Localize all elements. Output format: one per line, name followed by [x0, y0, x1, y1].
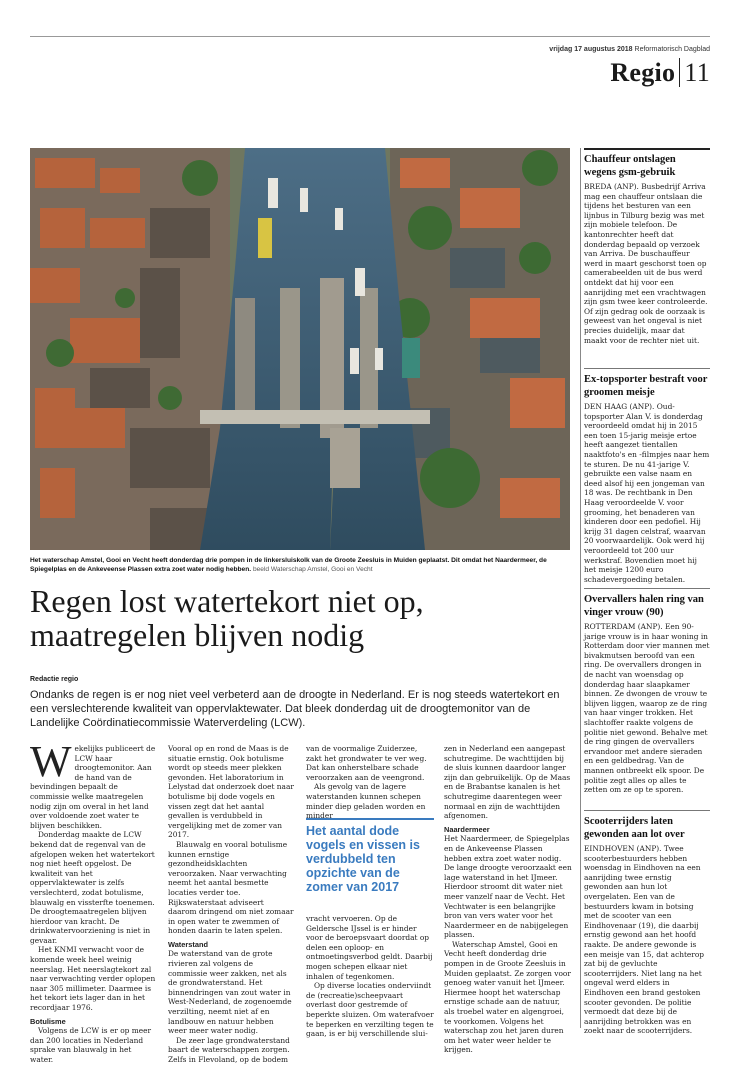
article-column-3-bottom: [306, 914, 434, 1039]
photo-caption: [30, 556, 572, 574]
section-header: [560, 58, 710, 88]
brief-title: Chauffeur ontslagen wegens gsm-gebruik: [584, 154, 676, 178]
publication-name: Reformatorisch Dagblad: [634, 46, 710, 53]
pull-quote: Het aantal dode vogels en vissen is verdubbeld ten opzichte van de zomer van 2017: [306, 818, 434, 894]
article-column-1: [30, 737, 156, 1065]
masthead-date: [440, 46, 710, 53]
drop-cap: W: [30, 737, 72, 786]
news-brief-3: [584, 594, 710, 795]
paragraph: vracht vervoeren. Op de Geldersche IJssel is er hinder voor de beroepsvaart doordat op delen een oploop- en ontmoetingsverbod geldt. Daarbij mogen schepen elkaar niet inhalen of tegenkomen.: [306, 914, 433, 981]
brief-body: DEN HAAG (ANP). Oud-topsporter Alan V. is donderdag veroordeeld omdat hij in 2015 een toen 15-jarig meisje ertoe heeft aangezet tientallen naaktfoto's en -filmpjes naar hem te sturen. De nu 41-jarige V. gebruikte een valse naam en deed alsof hij een jongeman van 18 was. De rechtbank in Den Haag veroordeelde V. voor grooming, het benaderen van kinderen door een pedofiel. Hij krijg 31 dagen celstraf, waarvan 20 voorwaardelijk. Ook werd hij veroordeeld tot 200 uur werkstraf. Bovendien moet hij het meisje 1200 euro schadevergoeding betalen.: [584, 402, 710, 584]
article-column-2: [168, 744, 294, 1065]
brief-title: Ex-topsporter bestraft voor groomen meisje: [584, 374, 708, 398]
brief-title: Scooterrijders laten gewonden aan lot over: [584, 816, 685, 840]
brief-body: EINDHOVEN (ANP). Twee scooterbestuurders hebben woensdag in Eindhoven na een aanrijding twee ernstig gewonden aan hun lot overgelaten. Een van de bestuurders kwam in botsing met de scooter van een Eindhovenaar (19), die daarbij ernstig gewond aan het hoofd raakte. De andere gewonde is een meisje van 15, dat achterop zat bij de gevluchte scooterrijders. Niet lang na het ongeval werd elders in Eindhoven een brand gestoken scooter gevonden. De politie vermoedt dat deze bij de aanrijding betrokken was en zoekt naar de scooterrijders.: [584, 844, 705, 1036]
article-column-4: [444, 744, 572, 1055]
section-name: Regio: [610, 58, 676, 87]
caption-text: Het waterschap Amstel, Gooi en Vecht heeft donderdag drie pompen in de linkersluiskolk van de Groote Zeesluis in Muiden geplaatst. Dit omdat het Naardermeer, de Spiegelplas en de Ankeveense Plassen extra zoet water nodig hebben.: [30, 557, 547, 573]
brief-title: Overvallers halen ring van vinger vrouw (90): [584, 594, 704, 618]
paragraph: zen in Nederland een aangepast schutregime. De wachttijden bij de sluis kunnen daardoor langer zijn dan gebruikelijk. Op de Maas en de Brabantse kanalen is het schutregime daarentegen weer normaal en zijn de wachttijden afgenomen.: [444, 744, 571, 821]
brief-rule: [584, 810, 710, 811]
photo-credit: beeld Waterschap Amstel, Gooi en Vecht: [252, 566, 373, 573]
paragraph: van de voormalige Zuiderzee, zakt het grondwater te ver weg. Dat kan onherstelbare schade veroorzaken aan de veengrond.: [306, 744, 427, 782]
news-brief-4: [584, 816, 710, 1036]
paragraph: De waterstand van de grote rivieren zal volgens de commissie weer zakken, net als de grondwaterstand. Het binnendringen van zout water in West-Nederland, de zogenoemde verzilting, neemt niet af en landbouw en natuur hebben weer meer water nodig.: [168, 949, 292, 1036]
paragraph: Wekelijks publiceert de LCW haar droogtemonitor. Aan de hand van de bevindingen bepaalt de commissie welke maatregelen nodig zijn om overal in het land over voldoende zoet water te blijven beschikken.: [30, 737, 156, 830]
brief-rule: [584, 368, 710, 369]
subheading: Naardermeer: [444, 824, 490, 834]
brief-body: ROTTERDAM (ANP). Een 90-jarige vrouw is in haar woning in Rotterdam door vier mannen met bivakmutsen beroofd van een ring. De overvallers drongen in de nacht van woensdag op donderdag haar slaapkamer binnen. Ze dwongen de vrouw te blijven liggen, waarop ze de ring van haar vinger trokken. Het slachtoffer raakte volgens de politie niet gewond. Behalve met de ring gingen de overvallers ervandoor met andere sieraden en een geldbedrag. Van de mannen ontbreekt elk spoor. De politie zegt alles op alles te zetten om ze op te sporen.: [584, 622, 710, 795]
paragraph: Het KNMI verwacht voor de komende week heel weinig neerslag. Het neerslagtekort zal naar verwachting verder oplopen naar 305 millimeter. Daarmee is het tekort iets lager dan in het recordjaar 1976.: [30, 945, 156, 1013]
article-headline: Regen lost watertekort niet op, maatregelen blijven nodig: [30, 583, 424, 653]
paragraph: Vooral op en rond de Maas is de situatie ernstig. Ook botulisme wordt op steeds meer plekken gevonden. Het laboratorium in Lelystad dat onderzoek doet naar botulisme bij dode vogels en vissen zegt dat het aantal gevallen is verdubbeld in vergelijking met de zomer van 2017.: [168, 744, 294, 840]
subheading: Botulisme: [30, 1016, 66, 1026]
subheading: Waterstand: [168, 939, 208, 949]
brief-rule: [584, 148, 710, 150]
paragraph: Op diverse locaties onderviindt de (recreatie)scheepvaart overlast door gestremde of beperkte sluizen. Om waterafvoer te beperken en verzilting tegen te gaan, is er bij verschillende slui-: [306, 981, 434, 1039]
news-brief-1: [584, 154, 710, 345]
article-photo: [30, 148, 570, 550]
paragraph: De zeer lage grondwaterstand baart de waterschappen zorgen. Zelfs in Flevoland, op de bodem: [168, 1035, 290, 1064]
issue-date: vrijdag 17 augustus 2018: [549, 46, 633, 53]
paragraph: Donderdag maakte de LCW bekend dat de regenval van de afgelopen weken het watertekort nog niet heeft opgelost. De kwaliteit van het oppervlaktewater is zelfs verslechterd, zodat botulisme, blauwalg en vissterfte toenemen. De droogtemaatregelen blijven hierdoor van kracht. De drinkwatervoorziening is niet in gevaar.: [30, 830, 155, 945]
paragraph: Volgens de LCW is er op meer dan 200 locaties in Nederland sprake van blauwalg in het water.: [30, 1026, 152, 1064]
paragraph: Als gevolg van de lagere waterstanden kunnen schepen minder diep geladen worden en minder: [306, 782, 426, 821]
article-column-3-top: [306, 744, 434, 821]
page-number: 11: [679, 58, 710, 87]
brief-body: BREDA (ANP). Busbedrijf Arriva mag een chauffeur ontslaan die tijdens het besturen van een lijnbus in Tilburg bezig was met zijn mobiele telefoon. De kantonrechter heeft dat donderdag bepaald op verzoek van Arriva. De buschauffeur werd in maart geschorst toen op camerabeelden uit de bus werd ontdekt dat hij voor een aanrijding met een vrachtwagen zijn gsm twee keer controleerde. Of zijn gedrag ook de oorzaak is geweest van het ongeval is niet precies duidelijk, maar dat maakt voor de rechter niet uit.: [584, 182, 708, 345]
paragraph: Blauwalg en vooral botulisme kunnen ernstige gezondheidsklachten veroorzaken. Naar verwachting neemt het aantal besmette locaties verder toe. Rijkswaterstaat adviseert daarom dringend om niet zomaar in open water te zwemmen of honden daarin te laten spelen.: [168, 839, 294, 936]
brief-rule: [584, 588, 710, 589]
news-brief-2: [584, 374, 710, 584]
sidebar-divider: [580, 148, 581, 1028]
paragraph: Het Naardermeer, de Spiegelplas en de Ankeveense Plassen hebben extra zoet water nodig. De lange droogte veroorzaakt een lage waterstand in het IJmeer. Hierdoor stroomt dit water niet meer vanzelf naar de Vecht. Het Vechtwater is een belangrijke bron van vers water voor het Naardermeer en de nabijgelegen plassen.: [444, 834, 572, 940]
aerial-lock-image: [30, 148, 570, 550]
paragraph: Waterschap Amstel, Gooi en Vecht heeft donderdag drie pompen in de Groote Zeesluis in Muiden geplaatst. Ze zorgen voor genoeg water vanuit het IJmeer. Hiermee hoopt het waterschap ernstige schade aan de natuur, als troebel water en algengroei, te voorkomen. Volgens het waterschap zou het jaren duren om het water weer helder te krijgen.: [444, 939, 571, 1055]
byline: Redactie regio: [30, 676, 79, 683]
top-rule: [30, 36, 710, 37]
article-intro: Ondanks de regen is er nog niet veel verbeterd aan de droogte in Nederland. Er is nog steeds watertekort en een verslechterende kwaliteit van oppervlaktewater. Dat bleek donderdag uit de droogtemonitor van de Landelijke Coördinatiecommissie Waterverdeling (LCW).: [30, 689, 560, 729]
